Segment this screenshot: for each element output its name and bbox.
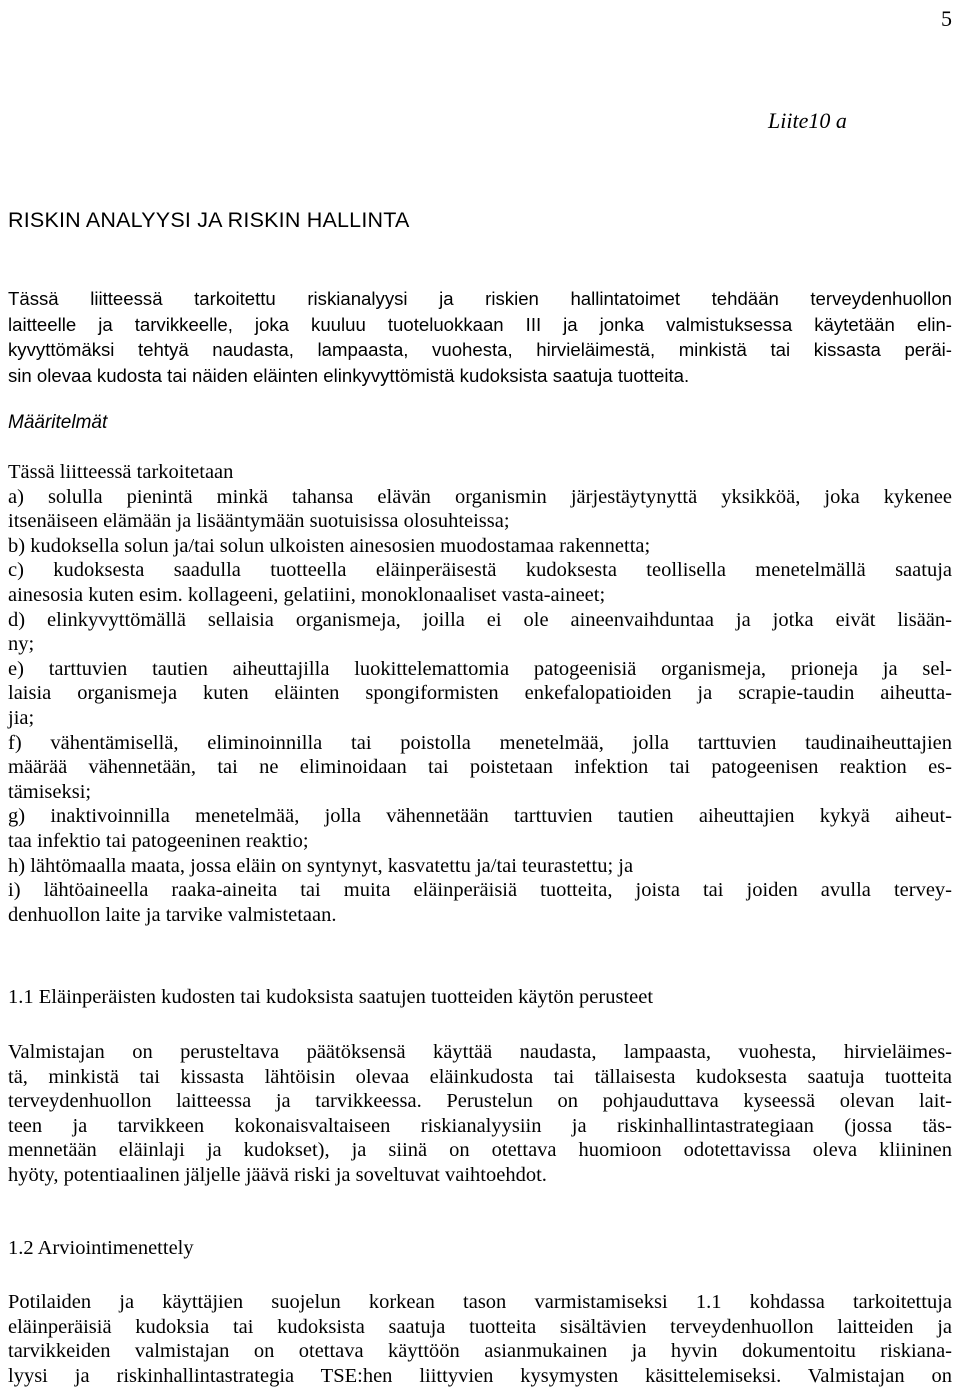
appendix-label: Liite10 a bbox=[768, 108, 847, 133]
intro-line: laitteelle ja tarvikkeelle, joka kuuluu tuoteluokkaan III ja jonka valmistuksessa käytetään elin- bbox=[8, 313, 952, 335]
page-number: 5 bbox=[941, 6, 952, 31]
definition-line: i) lähtöaineella raaka-aineita tai muita eläinperäisiä tuotteita, joista tai joiden avulla tervey- bbox=[8, 879, 952, 902]
section-1-1-paragraph bbox=[8, 1040, 952, 1188]
definition-line: d) elinkyvyttömällä sellaisia organismeja, joilla ei ole aineenvaihduntaa ja jotka eivät lisään- bbox=[8, 608, 952, 631]
intro-paragraph bbox=[8, 286, 952, 388]
definition-line: a) solulla pienintä minkä tahansa elävän organismin järjestäytynyttä yksikköä, joka kykenee bbox=[8, 485, 952, 508]
definition-line: tämiseksi; bbox=[8, 780, 92, 803]
definition-line: määrää vähennetään, tai ne eliminoidaan tai poistetaan infektion tai patogeenisen reaktion es- bbox=[8, 756, 952, 779]
definitions-heading: Määritelmät bbox=[8, 412, 108, 433]
definition-line: denhuollon laite ja tarvike valmistetaan. bbox=[8, 903, 337, 926]
definition-line: f) vähentämisellä, eliminoinnilla tai poistolla menetelmää, jolla tarttuvien taudinaiheuttajien bbox=[8, 731, 952, 754]
definition-line: Tässä liitteessä tarkoitetaan bbox=[8, 461, 234, 483]
paragraph-line: mennetään eläinlaji ja kudokset), ja siinä on otettava huomioon odotettavissa oleva kliininen bbox=[8, 1139, 952, 1162]
paragraph-line: hyöty, potentiaalinen jäljelle jäävä riski ja soveltuvat vaihtoehdot. bbox=[8, 1163, 547, 1186]
definition-line: b) kudoksella solun ja/tai solun ulkoisten ainesosien muodostamaa rakennetta; bbox=[8, 534, 651, 557]
paragraph-line: lyysi ja riskinhallintastrategia TSE:hen liittyvien kysymysten käsittelemiseksi. Valmistajan on bbox=[8, 1364, 952, 1387]
paragraph-line: Potilaiden ja käyttäjien suojelun korkean tason varmistamiseksi 1.1 kohdassa tarkoitettuja bbox=[8, 1291, 952, 1313]
intro-line: kyvyttömäksi tehtyä naudasta, lampaasta, vuohesta, hirvieläimestä, minkistä tai kissasta peräi- bbox=[8, 339, 952, 360]
intro-line: Tässä liitteessä tarkoitettu riskianalyysi ja riskien hallintatoimet tehdään terveydenhuollon bbox=[8, 288, 952, 309]
paragraph-line: tä, minkistä tai kissasta lähtöisin olevaa eläinkudosta tai tällaisesta kudoksesta saatuja tuotteita bbox=[8, 1065, 952, 1088]
section-heading-1-2: 1.2 Arviointimenettely bbox=[8, 1237, 194, 1259]
definition-line: e) tarttuvien tautien aiheuttajilla luokittelemattomia patogeenisiä organismeja, prioneja ja sel- bbox=[8, 657, 952, 680]
definition-line: ny; bbox=[8, 633, 35, 656]
section-heading-1-1: 1.1 Eläinperäisten kudosten tai kudoksista saatujen tuotteiden käytön perusteet bbox=[8, 986, 654, 1008]
definition-line: h) lähtömaalla maata, jossa eläin on syntynyt, kasvatettu ja/tai teurastettu; ja bbox=[8, 854, 634, 877]
definition-line: jia; bbox=[8, 706, 35, 729]
paragraph-line: Valmistajan on perusteltava päätöksensä käyttää naudasta, lampaasta, vuohesta, hirvieläimes- bbox=[8, 1041, 952, 1063]
definition-line: g) inaktivoinnilla menetelmää, jolla vähennetään tarttuvien tautien aiheuttajien kykyä aiheut- bbox=[8, 805, 952, 828]
definitions-list bbox=[8, 460, 952, 927]
definition-line: laisia organismeja kuten eläinten spongiformisten enkefalopatioiden ja scrapie-taudin aiheutta- bbox=[8, 682, 952, 705]
definition-line: itsenäiseen elämään ja lisääntymään suotuisissa olosuhteissa; bbox=[8, 510, 510, 533]
paragraph-line: teen ja tarvikkeen kokonaisvaltaiseen riskianalyysiin ja riskinhallintastrategiaan (jossa täs- bbox=[8, 1114, 952, 1137]
definition-line: taa infektio tai patogeeninen reaktio; bbox=[8, 829, 309, 852]
document-title: RISKIN ANALYYSI JA RISKIN HALLINTA bbox=[8, 208, 410, 232]
paragraph-line: tarvikkeiden valmistajan on otettava käyttöön asianmukainen ja hyvin dokumentoitu riskiana- bbox=[8, 1340, 952, 1363]
paragraph-line: eläinperäisiä kudoksia tai kudoksista saatuja tuotteita sisältävien terveydenhuollon laitteiden ja bbox=[8, 1315, 952, 1338]
intro-line: sin olevaa kudosta tai näiden eläinten elinkyvyttömistä kudoksista saatuja tuotteita. bbox=[8, 364, 690, 386]
definition-line: ainesosia kuten esim. kollageeni, gelatiini, monoklonaaliset vasta-aineet; bbox=[8, 583, 606, 606]
definition-line: c) kudoksesta saadulla tuotteella eläinperäisestä kudoksesta teollisella menetelmällä saatuja bbox=[8, 559, 952, 582]
paragraph-line: terveydenhuollon laitteessa ja tarvikkeessa. Perustelun on pohjauduttava kyseessä olevan lait- bbox=[8, 1090, 952, 1113]
section-1-2-paragraph bbox=[8, 1290, 952, 1388]
